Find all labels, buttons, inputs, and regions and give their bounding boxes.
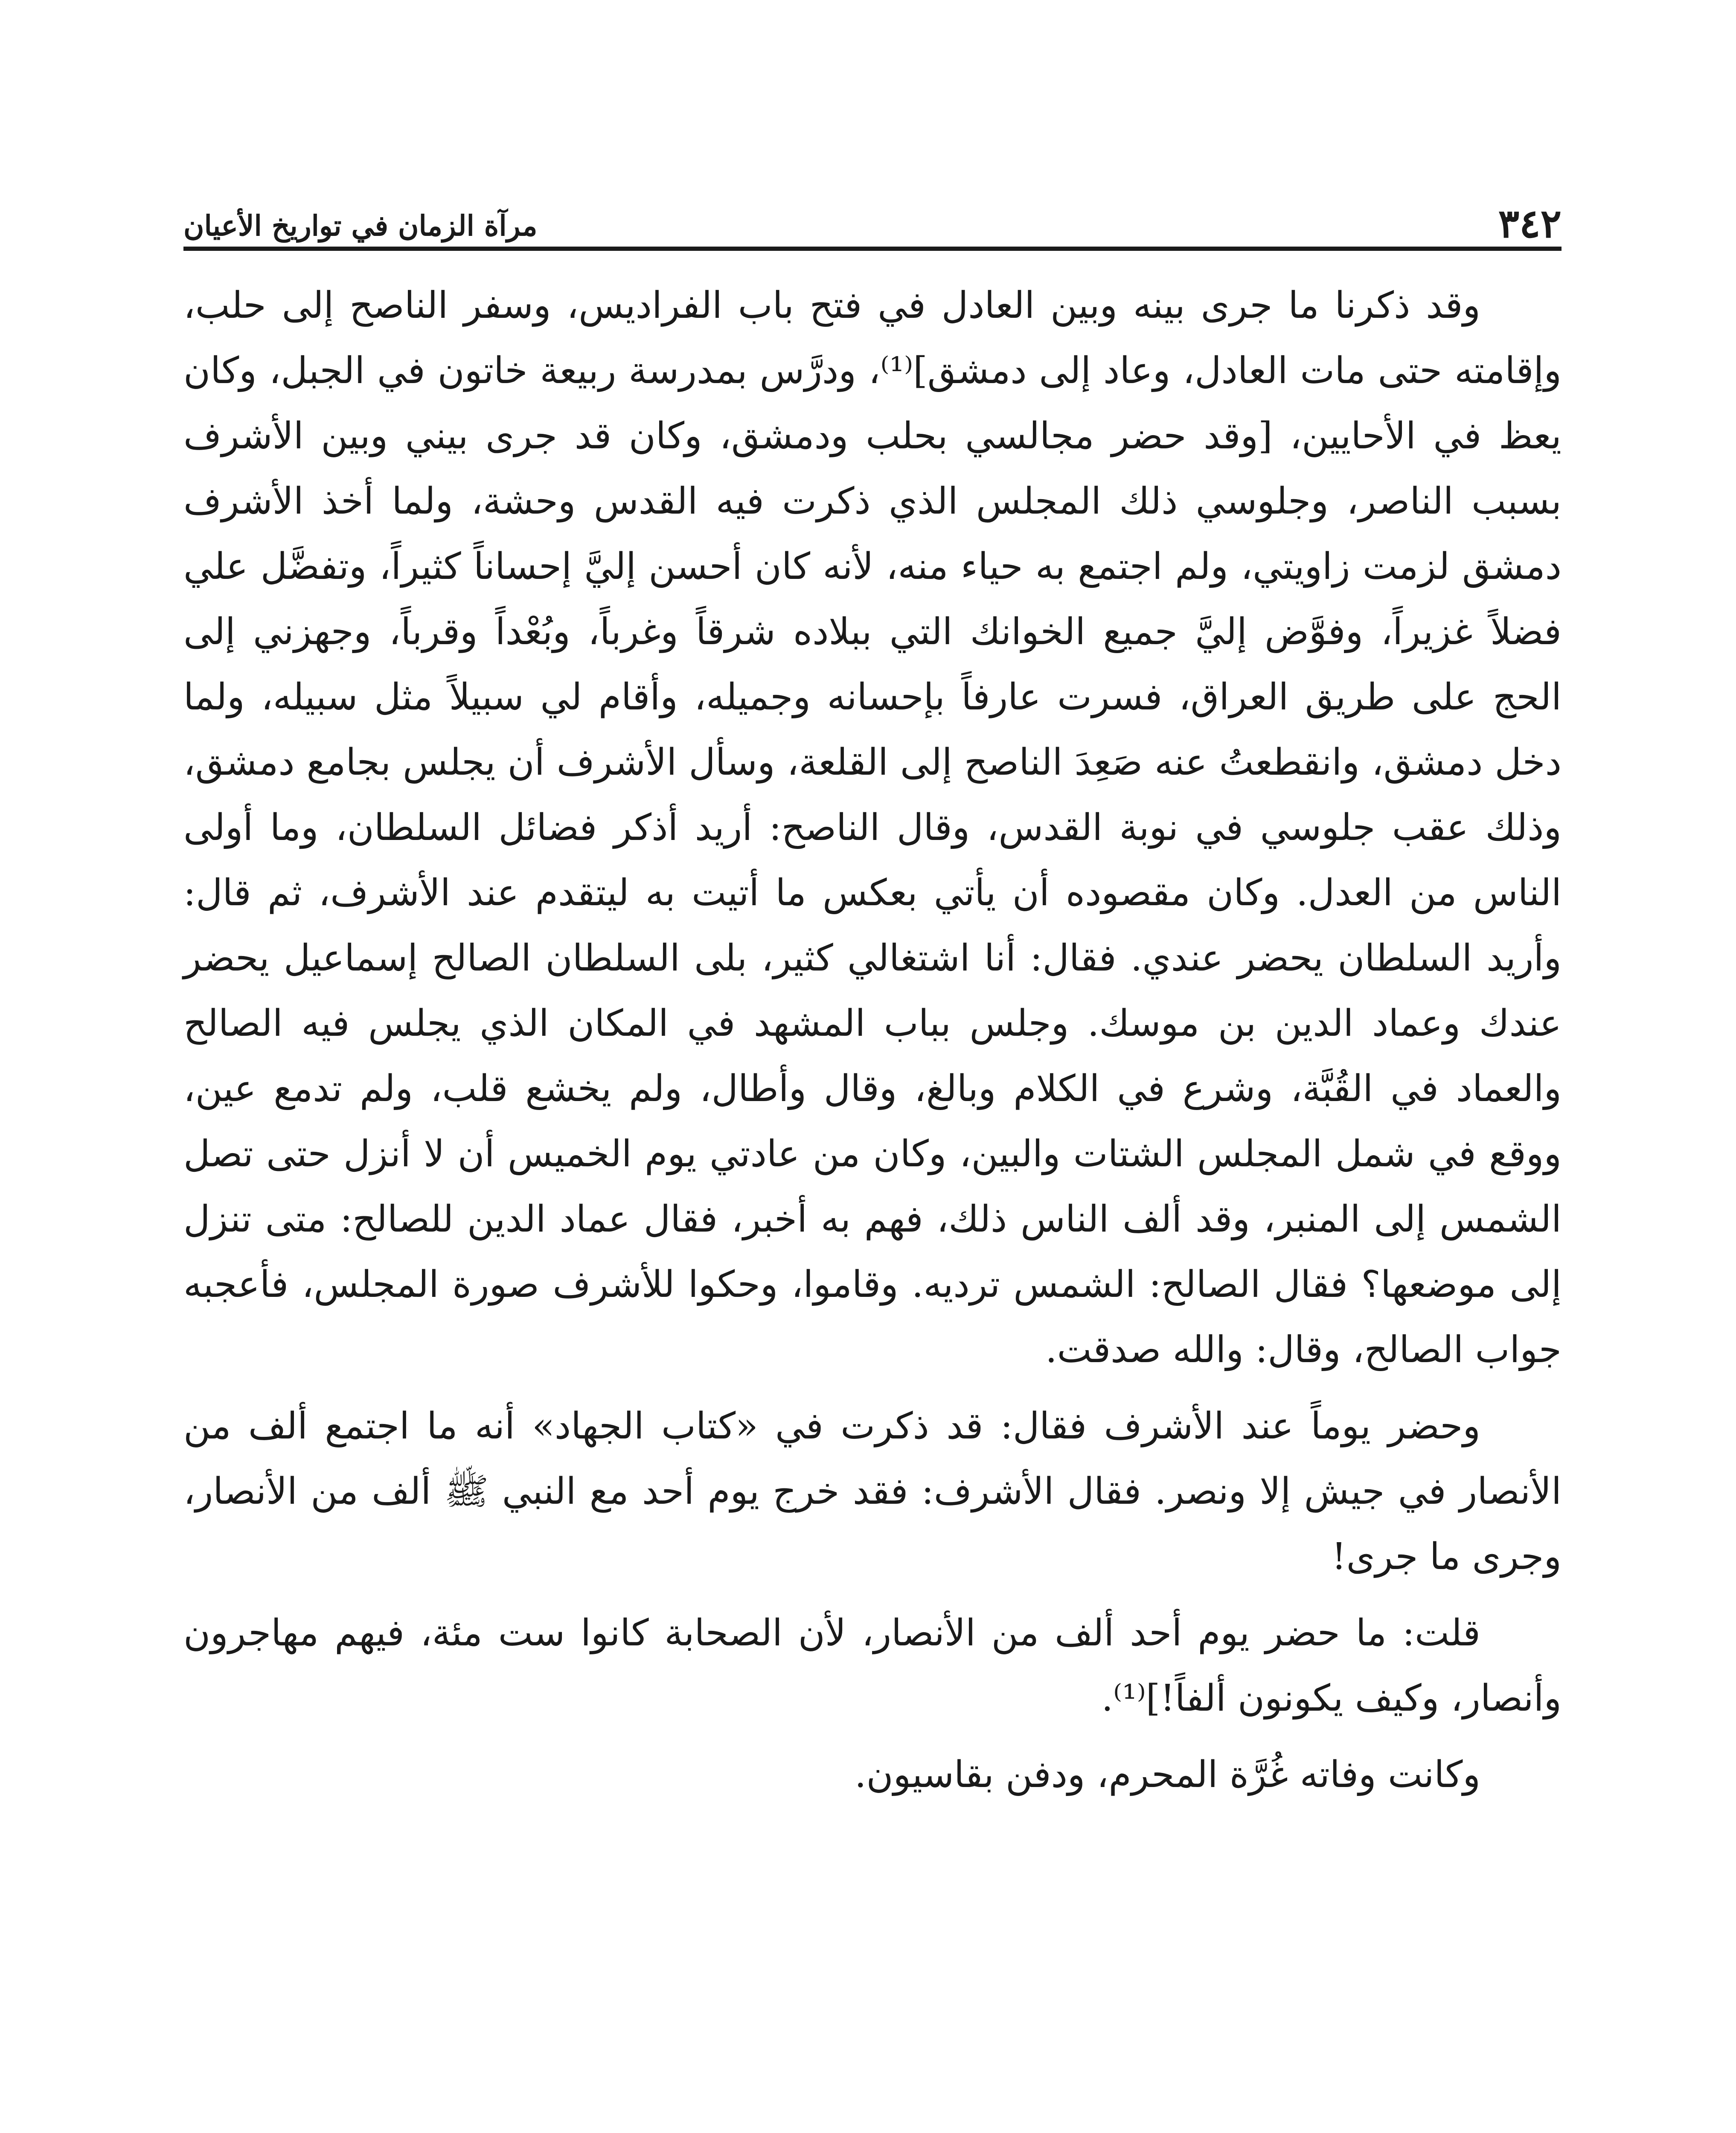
body-text bbox=[183, 273, 1562, 1819]
page-header bbox=[183, 175, 1562, 247]
header-rule bbox=[183, 247, 1562, 251]
paragraph: قلت: ما حضر يوم أحد ألف من الأنصار، لأن الصحابة كانوا ست مئة، فيهم مهاجرون وأنصار، وكيف يكونون ألفاً!]⁽¹⁾. bbox=[183, 1612, 1562, 1720]
running-title: مرآة الزمان في تواريخ الأعيان bbox=[183, 209, 538, 242]
paragraph: وكانت وفاته غُرَّة المحرم، ودفن بقاسيون. bbox=[855, 1753, 1480, 1796]
page-number: ٣٤٢ bbox=[1498, 201, 1562, 247]
paragraph: وقد ذكرنا ما جرى بينه وبين العادل في فتح باب الفراديس، وسفر الناصح إلى حلب، وإقامته حتى مات العادل، وعاد إلى دمشق]⁽¹⁾، ودرَّس بمدرسة ربيعة خاتون في الجبل، وكان يعظ في الأحايين، [وقد حضر مجالسي بحلب ودمشق، وكان قد جرى بيني وبين الأشرف بسبب الناصر، وجلوسي ذلك المجلس الذي ذكرت فيه القدس وحشة، ولما أخذ الأشرف دمشق لزمت زاويتي، ولم اجتمع به حياء منه، لأنه كان أحسن إليَّ إحساناً كثيراً، وتفضَّل علي فضلاً غزيراً، وفوَّض إليَّ جميع الخوانك التي ببلاده شرقاً وغرباً، وبُعْداً وقرباً، وجهزني إلى الحج على طريق العراق، فسرت عارفاً بإحسانه وجميله، وأقام لي سبيلاً مثل سبيله، ولما دخل دمشق، وانقطعتُ عنه صَعِدَ الناصح إلى القلعة، وسأل الأشرف أن يجلس بجامع دمشق، وذلك عقب جلوسي في نوبة القدس، وقال الناصح: أريد أذكر فضائل السلطان، وما أولى الناس من العدل. وكان مقصوده أن يأتي بعكس ما أتيت به ليتقدم عند الأشرف، ثم قال: وأريد السلطان يحضر عندي. فقال: أنا اشتغالي كثير، بلى السلطان الصالح إسماعيل يحضر عندك وعماد الدين بن موسك. وجلس بباب المشهد في المكان الذي يجلس فيه الصالح والعماد في القُبَّة، وشرع في الكلام وبالغ، وقال وأطال، ولم يخشع قلب، ولم تدمع عين، ووقع في شمل المجلس الشتات والبين، وكان من عادتي يوم الخميس أن لا أنزل حتى تصل الشمس إلى المنبر، وقد ألف الناس ذلك، فهم به أخبر، فقال عماد الدين للصالح: متى تنزل إلى موضعها؟ فقال الصالح: الشمس ترديه. وقاموا، وحكوا للأشرف صورة المجلس، فأعجبه جواب الصالح، وقال: والله صدقت. bbox=[183, 284, 1562, 1371]
paragraph: وحضر يوماً عند الأشرف فقال: قد ذكرت في «كتاب الجهاد» أنه ما اجتمع ألف من الأنصار في جيش إلا ونصر. فقال الأشرف: فقد خرج يوم أحد مع النبي ﷺ ألف من الأنصار، وجرى ما جرى! bbox=[183, 1405, 1562, 1578]
